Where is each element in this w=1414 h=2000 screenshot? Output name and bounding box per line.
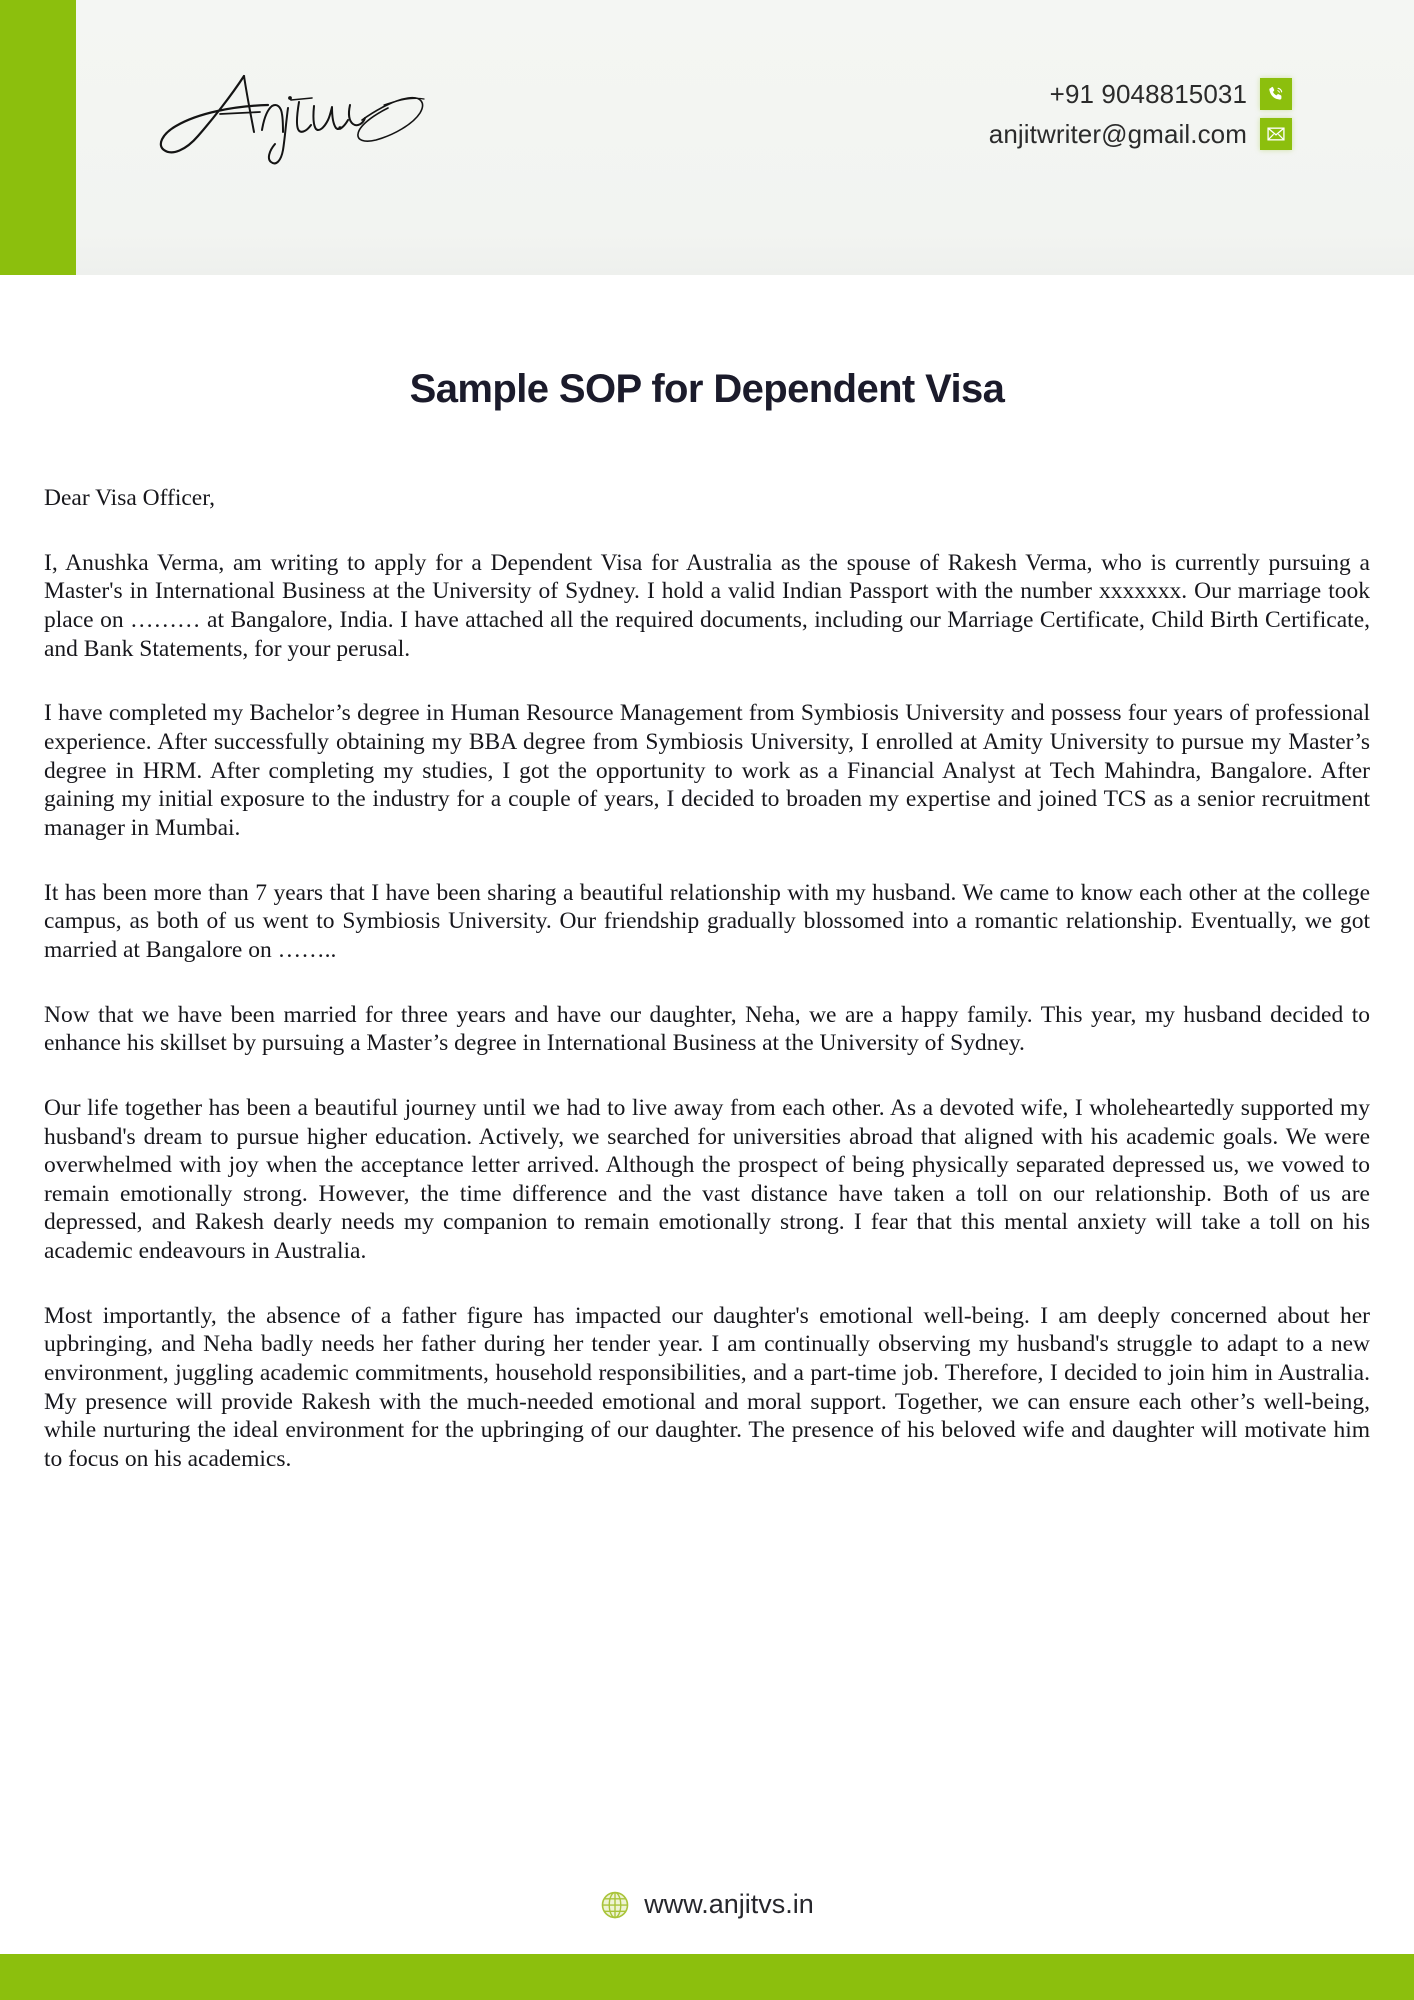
footer-website-link[interactable] bbox=[0, 1889, 1414, 1954]
contact-email-text: anjitwriter@gmail.com bbox=[988, 118, 1247, 149]
footer-website-text: www.anjitvs.in bbox=[644, 1889, 814, 1919]
envelope-icon[interactable] bbox=[1260, 118, 1292, 150]
paragraph-4: Now that we have been married for three years and have our daughter, Neha, we are a happy family. This year, my husband decided to enhance his skillset by pursuing a Master’s degree in International Business at the University of Sydney. bbox=[44, 1001, 1370, 1057]
contact-email-row[interactable] bbox=[989, 118, 1292, 151]
header-accent-bar bbox=[0, 0, 76, 275]
contact-phone-row[interactable] bbox=[1050, 78, 1292, 111]
document-body bbox=[0, 275, 1414, 1474]
brand-signature-logo bbox=[136, 58, 436, 168]
salutation: Dear Visa Officer, bbox=[44, 485, 215, 511]
paragraph-2: I have completed my Bachelor’s degree in Human Resource Management from Symbiosis University and possess four years of professional experience. After successfully obtaining my BBA degree from Symbiosis University, I enrolled at Amity University to pursue my Master’s degree in HRM. After completing my studies, I got the opportunity to work as a Financial Analyst at Tech Mahindra, Bangalore. After gaining my initial exposure to the industry for a couple of years, I decided to broaden my expertise and joined TCS as a senior recruitment manager in Mumbai. bbox=[44, 700, 1370, 841]
footer-accent-bar bbox=[0, 1954, 1414, 2000]
paragraph-6: Most importantly, the absence of a father figure has impacted our daughter's emotional well-being. I am deeply concerned about her upbringing, and Neha badly needs her father during her tender year. I am continually observing my husband's struggle to adapt to a new environment, juggling academic commitments, household responsibilities, and a part-time job. Therefore, I decided to join him in Australia. My presence will provide Rakesh with the much-needed emotional and moral support. Together, we can ensure each other’s well-being, while nurturing the ideal environment for the upbringing of our daughter. The presence of his beloved wife and daughter will motivate him to focus on his academics. bbox=[44, 1302, 1370, 1473]
page-header bbox=[0, 0, 1414, 275]
header-contact-block bbox=[989, 78, 1292, 150]
paragraph-3: It has been more than 7 years that I have been sharing a beautiful relationship with my husband. We came to know each other at the college campus, as both of us went to Symbiosis University. Our friendship gradually blossomed into a romantic relationship. Eventually, we got married at Bangalore on …….. bbox=[44, 879, 1370, 963]
page-footer bbox=[0, 1889, 1414, 2000]
globe-icon bbox=[600, 1890, 630, 1920]
header-content bbox=[76, 0, 1414, 275]
contact-phone-text: +91 9048815031 bbox=[1049, 79, 1247, 109]
paragraph-5: Our life together has been a beautiful journey until we had to live away from each other. As a devoted wife, I wholeheartedly supported my husband's dream to pursue higher education. Actively, we searched for universities abroad that aligned with his academic goals. We were overwhelmed with joy when the acceptance letter arrived. Although the prospect of being physically separated depressed us, we vowed to remain emotionally strong. However, the time difference and the vast distance have taken a toll on our relationship. Both of us are depressed, and Rakesh dearly needs my companion to remain emotionally strong. I fear that this mental anxiety will take a toll on his academic endeavours in Australia. bbox=[44, 1094, 1370, 1265]
paragraph-1: I, Anushka Verma, am writing to apply for a Dependent Visa for Australia as the spouse of Rakesh Verma, who is currently pursuing a Master's in International Business at the University of Sydney. I hold a valid Indian Passport with the number xxxxxxx. Our marriage took place on ……… at Bangalore, India. I have attached all the required documents, including our Marriage Certificate, Child Birth Certificate, and Bank Statements, for your perusal. bbox=[44, 549, 1370, 662]
page-title: Sample SOP for Dependent Visa bbox=[409, 367, 1005, 411]
phone-icon[interactable] bbox=[1260, 78, 1292, 110]
